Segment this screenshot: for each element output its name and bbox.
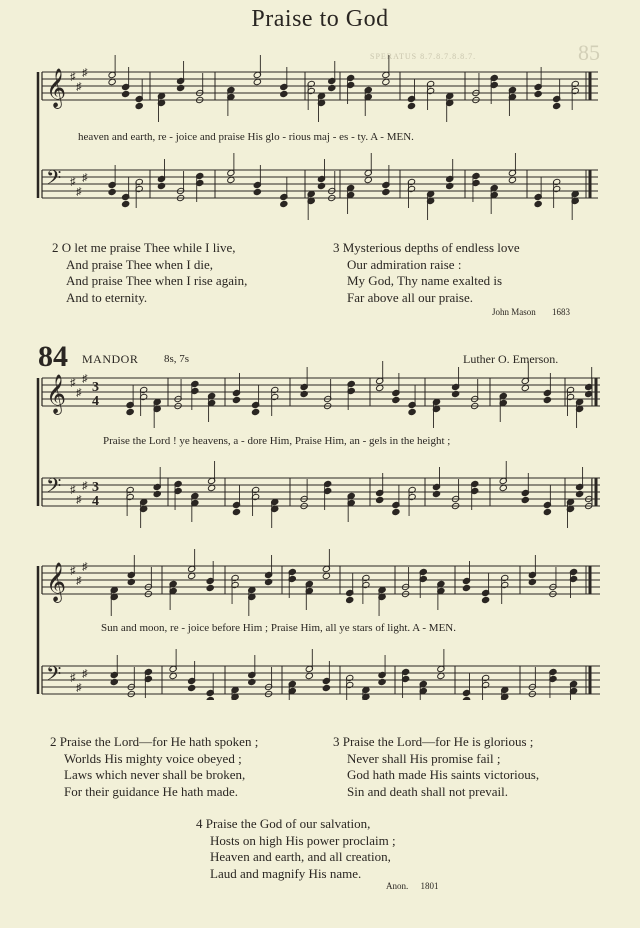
time-signature-top: 3 — [92, 380, 99, 395]
verse-line: Hosts on high His power proclaim ; — [210, 832, 396, 848]
hymn84-credit — [386, 881, 439, 891]
notehead — [376, 496, 384, 503]
page-title: Praise to God — [251, 6, 389, 32]
bass-clef: 𝄢 — [46, 662, 62, 690]
sharp-sign: ♯ — [82, 172, 88, 184]
notehead — [127, 578, 135, 585]
notehead — [382, 188, 390, 195]
notehead — [157, 182, 165, 189]
notehead — [378, 678, 386, 685]
notehead — [305, 672, 313, 679]
notehead — [135, 102, 143, 109]
verse-line: 2 O let me praise Thee while I live, — [52, 240, 236, 255]
notehead — [153, 490, 161, 497]
notehead — [227, 176, 235, 183]
notehead — [534, 90, 542, 97]
hymn84-lyrics-line-2: Sun and moon, re - joice before Him ; Praise Him, all ye stars of light. A - MEN. — [101, 622, 456, 634]
sharp-sign: ♯ — [76, 186, 82, 198]
sharp-sign: ♯ — [76, 494, 82, 506]
notehead — [482, 596, 490, 603]
notehead — [462, 696, 470, 700]
sharp-sign: ♯ — [70, 484, 76, 496]
time-signature-top: 3 — [92, 480, 99, 495]
year: 1683 — [552, 307, 571, 317]
verse-line: 2 Praise the Lord—for He hath spoken ; — [50, 734, 259, 749]
notehead — [528, 578, 536, 585]
notehead — [508, 176, 516, 183]
notehead — [177, 84, 185, 91]
notehead — [382, 78, 390, 85]
sharp-sign: ♯ — [76, 81, 82, 93]
author: John Mason — [492, 307, 536, 317]
notehead — [376, 384, 384, 391]
verse-line: Worlds His mighty voice obeyed ; — [64, 750, 242, 766]
sharp-sign: ♯ — [70, 377, 76, 389]
notehead — [108, 78, 116, 85]
notehead — [265, 578, 273, 585]
notehead — [317, 182, 325, 189]
notehead — [452, 390, 460, 397]
notehead — [232, 508, 240, 515]
notehead — [446, 182, 454, 189]
notehead — [206, 584, 214, 591]
verse-line: Sin and death shall not prevail. — [347, 783, 509, 799]
sharp-sign: ♯ — [76, 682, 82, 694]
notehead — [392, 508, 400, 515]
time-signature-bottom: 4 — [92, 494, 99, 509]
sharp-sign: ♯ — [82, 480, 88, 492]
verse-line: 3 Praise the Lord—for He is glorious ; — [333, 734, 534, 749]
treble-clef: 𝄞 — [46, 374, 67, 414]
notehead — [408, 408, 416, 415]
bleed-through-number: 85 — [578, 40, 600, 65]
verse-line: Far above all our praise. — [347, 289, 473, 305]
verse-line: And praise Thee when I die, — [66, 256, 214, 272]
notehead — [432, 490, 440, 497]
sharp-sign: ♯ — [76, 575, 82, 587]
year: 1801 — [420, 881, 439, 891]
notehead — [499, 484, 507, 491]
notehead — [462, 584, 470, 591]
verse-line: For their guidance He hath made. — [64, 783, 238, 799]
hymn84-verse-3 — [333, 734, 539, 800]
notehead — [543, 508, 551, 515]
notehead — [188, 572, 196, 579]
verse-line: Laws which never shall be broken, — [64, 767, 246, 782]
notehead — [280, 90, 288, 97]
verse-line: God hath made His saints victorious, — [347, 767, 540, 782]
treble-clef: 𝄞 — [46, 68, 67, 108]
treble-clef: 𝄞 — [46, 562, 67, 602]
author: Anon. — [386, 881, 409, 891]
meter: 8s, 7s — [164, 353, 190, 365]
notehead — [122, 200, 130, 207]
tune-name: MANDOR — [82, 352, 139, 366]
notehead — [322, 572, 330, 579]
notehead — [208, 484, 216, 491]
notehead — [407, 102, 415, 109]
notehead — [248, 678, 256, 685]
notehead — [364, 176, 372, 183]
notehead — [110, 678, 118, 685]
sharp-sign: ♯ — [70, 176, 76, 188]
notehead — [553, 102, 561, 109]
notehead — [188, 684, 196, 691]
prev-hymn-lyrics: heaven and earth, re - joice and praise His glo - rious maj - es - ty. A - MEN. — [78, 131, 414, 143]
sharp-sign: ♯ — [82, 373, 88, 385]
notehead — [543, 396, 551, 403]
sharp-sign: ♯ — [70, 672, 76, 684]
sharp-sign: ♯ — [76, 387, 82, 399]
time-signature-bottom: 4 — [92, 394, 99, 409]
verse-line: And to eternity. — [66, 289, 148, 305]
sharp-sign: ♯ — [82, 561, 88, 573]
prev-hymn-verse-3 — [333, 240, 520, 306]
notehead — [253, 188, 261, 195]
notehead — [206, 696, 214, 700]
notehead — [576, 490, 584, 497]
sharp-sign: ♯ — [70, 565, 76, 577]
notehead — [521, 384, 529, 391]
notehead — [437, 672, 445, 679]
sharp-sign: ♯ — [82, 67, 88, 79]
notehead — [169, 672, 177, 679]
bleed-through-text: SPERATUS 8.7.8.7.8.8.7. — [370, 52, 477, 61]
verse-line: 3 Mysterious depths of endless love — [333, 240, 520, 255]
hymn-number: 84 — [38, 340, 68, 373]
notehead — [346, 596, 354, 603]
notehead — [280, 200, 288, 207]
prev-hymn-credit — [492, 307, 570, 317]
composer: Luther O. Emerson. — [463, 352, 559, 366]
notehead — [252, 408, 260, 415]
verse-line: 4 Praise the God of our salvation, — [196, 816, 371, 831]
prev-hymn-verse-2 — [52, 240, 247, 306]
notehead — [392, 396, 400, 403]
notehead — [300, 390, 308, 397]
notehead — [328, 84, 336, 91]
bass-clef: 𝄢 — [46, 166, 62, 194]
hymn84-verse-4 — [196, 816, 396, 882]
notehead — [253, 78, 261, 85]
hymn84-lyrics-line-1: Praise the Lord ! ye heavens, a - dore Him, Praise Him, an - gels in the height ; — [103, 435, 451, 447]
verse-line: Our admiration raise : — [347, 256, 462, 272]
notehead — [534, 200, 542, 207]
verse-line: My God, Thy name exalted is — [347, 273, 503, 288]
hymn84-verse-2 — [50, 734, 258, 800]
notehead — [122, 90, 130, 97]
bass-clef: 𝄢 — [46, 474, 62, 502]
notehead — [521, 496, 529, 503]
notehead — [322, 684, 330, 691]
sharp-sign: ♯ — [70, 71, 76, 83]
verse-line: Never shall His promise fail ; — [347, 750, 501, 766]
notehead — [108, 188, 116, 195]
notehead — [232, 396, 240, 403]
verse-line: And praise Thee when I rise again, — [66, 273, 248, 288]
notehead — [126, 408, 134, 415]
verse-line: Heaven and earth, and all creation, — [210, 849, 391, 864]
sharp-sign: ♯ — [82, 668, 88, 680]
verse-line: Laud and magnify His name. — [210, 865, 362, 881]
